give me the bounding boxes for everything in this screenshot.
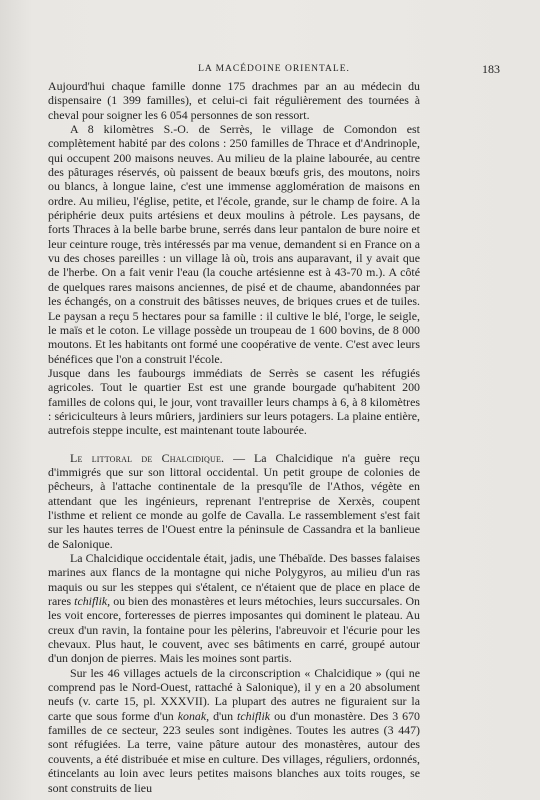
page-number: 183	[482, 62, 500, 76]
running-head	[48, 62, 500, 78]
running-title: LA MACÉDOINE ORIENTALE.	[198, 64, 350, 74]
paragraph-chalcidique-occidentale: La Chalcidique occidentale était, jadis, une Thébaïde. Des basses falaises marines aux flancs de la montagne qui niche Polygyros, au milieu d'un ras maquis ou sur les steppes qui s'étalent, ce n'étaient que de place en place de rares tchiflik, ou bien des monastères et leurs métochies, leurs succursales. On les voit encore, forteresses de pierres imposantes qui dominent le plateau. Au creux d'un ravin, la fontaine pour les pèlerins, l'abreuvoir et l'écurie pour les chevaux. Plus haut, le couvent, avec ses bâtiments en carré, groupé autour d'un donjon de pierres. Mais les moines sont partis.	[48, 551, 420, 666]
paragraph-comondon: A 8 kilomètres S.-O. de Serrès, le village de Comondon est complètement habité par des colons : 250 familles de Thrace et d'Andrinople, qui occupent 200 maisons neuves. Au milieu de la plaine labourée, au centre des pâturages réservés, où paissent de beaux bœufs gris, des moutons, noirs ou blancs, à longue laine, c'est une immense agglomération de maisons en ordre. Au milieu, l'église, petite, et l'école, grande, sur le champ de foire. A la périphérie deux puits artésiens et deux moulins à pétrole. Les paysans, de forts Thraces à la belle barbe brune, serrés dans leur pantalon de bure noire et leur ceinture rouge, très intéressés par ma venue, demandent si en France on a vu des choses pareilles : un village là où, trois ans auparavant, il y avait que de l'herbe. On a fait venir l'eau (la couche artésienne est à 43-70 m.). A côté de quelques rares maisons anciennes, de pisé et de chaume, abandonnées par les échangés, on a construit des bâtisses neuves, de briques crues et de tuiles. Le paysan a reçu 5 hectares pour sa famille : il cultive le blé, l'orge, le seigle, le maïs et le coton. Le village possède un troupeau de 1 600 bovins, de 8 000 moutons. Et les habitants ont formé une coopérative de vente. C'est avec leurs bénéfices que l'on a construit l'école.	[48, 122, 420, 366]
paragraph-villages-chalcidique: Sur les 46 villages actuels de la circonscription « Chalcidique » (qui ne comprend pas le Nord-Ouest, rattaché à Salonique), il y en a 20 absolument neufs (v. carte 15, pl. XXXVII). La plupart des autres ne figuraient sur la carte que sous forme d'un konak, d'un tchiflik ou d'un monastère. Des 3 670 familles de ce secteur, 223 seules sont indigènes. Toutes les autres (3 447) sont réfugiées. La terre, vaine pâture autour des monastères, autour des couvents, a été distribuée et mise en culture. Des villages, réguliers, ordonnés, étincelants au loin avec leurs petites maisons blanches aux toits rouges, se sont construits de lieu	[48, 665, 420, 795]
section-heading: Le littoral de Chalcidique.	[70, 450, 225, 465]
page-body	[48, 79, 420, 795]
paragraph-dispensaire: Aujourd'hui chaque famille donne 175 drachmes par an au médecin du dispensaire (1 399 familles), et celui-ci fait régulièrement des tournées à cheval pour soigner les 6 054 personnes de son ressort.	[48, 79, 420, 122]
paragraph-littoral-chalcidique: Le littoral de Chalcidique. — La Chalcidique n'a guère reçu d'immigrés que sur son littoral occidental. Un petit groupe de colonies de pêcheurs, à l'attache continentale de la presqu'île de l'Athos, végète en attendant que les ingénieurs, reprenant l'entreprise de Xerxès, coupent l'isthme et relient ce monde au golfe de Cavalla. Le rassemblement s'est fait sur les hautes terres de l'Ouest entre la péninsule de Cassandra et la banlieue de Salonique.	[48, 450, 420, 551]
paragraph-serres-faubourgs: Jusque dans les faubourgs immédiats de Serrès se casent les réfugiés agricoles. Tout le quartier Est est une grande bourgade qu'habitent 200 familles de colons qui, le jour, vont travailler leurs champs à 6, à 8 kilomètres : sériciculteurs à leurs mûriers, jardiniers sur leurs potagers. La plaine entière, autrefois steppe inculte, est maintenant toute labourée.	[48, 365, 420, 438]
